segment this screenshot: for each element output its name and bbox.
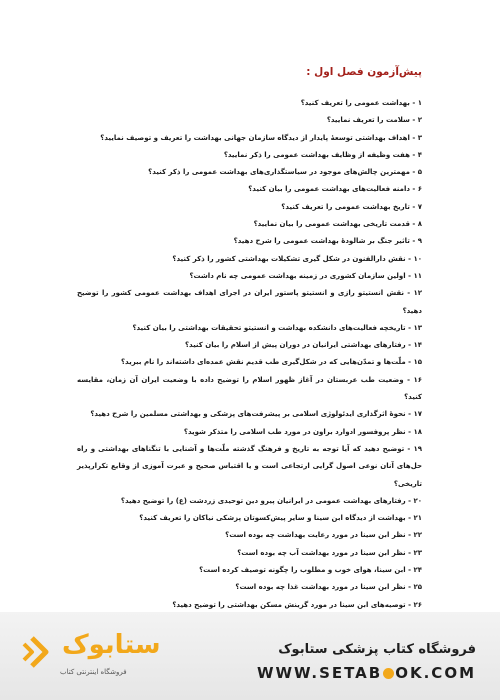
question-item: ۱۳ - تاریخچه فعالیت‌های دانشکده بهداشت و انستیتو تحقیقات بهداشتی را بیان کنید؟: [132, 323, 422, 332]
question-item: ۱۴ - رفتارهای بهداشتی ایرانیان در دوران پیش از اسلام را بیان کنید؟: [184, 341, 422, 350]
logo-tagline: فروشگاه اینترنتی کتاب: [60, 668, 127, 676]
question-item: ۳ - اهداف بهداشتی توسعهٔ پایدار از دیدگاه سازمان جهانی بهداشت را تعریف و توصیف نمایید؟: [100, 133, 422, 142]
question-item: ۹ - تاثیر جنگ بر شالودهٔ بهداشت عمومی را شرح دهید؟: [233, 237, 422, 246]
question-item: ۲ - سلامت را تعریف نمایید؟: [326, 116, 422, 125]
question-item: ۱۰ - نقش دارالفنون در شکل گیری تشکیلات بهداشتی کشور را ذکر کنید؟: [172, 254, 422, 263]
question-item: ۱۸ - نظر پروفسور ادوارد براون در مورد طب اسلامی را متذکر شوید؟: [183, 427, 422, 436]
logo-wordmark: ستابوک: [62, 630, 161, 660]
chapter-pretest-title: پیش‌آزمون فصل اول :: [306, 66, 422, 78]
question-item: ۱۷ - نحوهٔ اثرگذاری ایدئولوژی اسلامی بر پیشرفت‌های پزشکی و بهداشتی مسلمین را شرح دهید؟: [90, 410, 422, 419]
question-item: ۱ - بهداشت عمومی را تعریف کنید؟: [300, 99, 422, 107]
question-item: ۱۱ - اولین سازمان کشوری در زمینه بهداشت عمومی چه نام داشت؟: [189, 271, 422, 280]
question-item: ۲۴ - ابن سینا، هوای خوب و مطلوب را چگونه توصیف کرده است؟: [199, 566, 422, 575]
question-item: ۲۰ - رفتارهای بهداشت عمومی در ایرانیان پیرو دین توحیدی زردشت (ع) را توضیح دهید؟: [120, 496, 422, 505]
question-item: ۶ - دامنه فعالیت‌های بهداشت عمومی را بیان کنید؟: [248, 185, 422, 194]
store-url-part-1: WWW.SETAB: [256, 664, 383, 682]
question-list: [77, 95, 422, 614]
question-item: ۲۵ - نظر ابن سینا در مورد بهداشت غذا چه بوده است؟: [235, 583, 422, 592]
question-item: ۷ - تاریخ بهداشت عمومی را تعریف کنید؟: [281, 202, 422, 211]
question-item: ۴ - هفت وظیفه از وظایف بهداشت عمومی را ذکر نمایید؟: [223, 150, 422, 159]
url-dot-icon: [383, 668, 394, 679]
question-item: ۱۲ - نقش انستیتو رازی و انستیتو پاستور ایران در اجرای اهداف بهداشت عمومی کشور را توضیح دهید؟: [77, 289, 422, 315]
store-name: فروشگاه کتاب پزشکی ستابوک: [278, 642, 476, 657]
question-item: ۲۶ - توصیه‌های ابن سینا در مورد گزینش مسکن بهداشتی را توضیح دهید؟: [172, 600, 422, 609]
question-item: ۱۵ - ملّت‌ها و تمدّن‌هایی که در شکل‌گیری طب قدیم نقش عمده‌ای داشته‌اند را نام ببرید؟: [120, 358, 422, 367]
store-url-part-2: OK.COM: [395, 664, 476, 682]
store-url[interactable]: [257, 664, 476, 682]
question-item: ۲۳ - نظر ابن سینا در مورد بهداشت آب چه بوده است؟: [237, 548, 422, 557]
chevron-logo-icon: [22, 634, 58, 670]
setabook-logo: [22, 630, 162, 690]
question-item: ۸ - قدمت تاریخی بهداشت عمومی را بیان نمایید؟: [253, 220, 422, 229]
question-item: ۲۱ - بهداشت از دیدگاه ابن سینا و سایر پیش‌کسوتان پزشکی نیاکان را تعریف کنید؟: [139, 514, 422, 523]
question-item: ۱۹ - توضیح دهید که آیا توجه به تاریخ و فرهنگ گذشته ملّت‌ها و آشنایی با تنگناهای بهداشتی و راه حل‌های آنان نوعی اصول گرایی ارتجاعی است و یا اقتباس صحیح و عبرت آموزی از وقایع تکرارپذیر تاریخی؟: [77, 444, 422, 488]
question-item: ۵ - مهمترین چالش‌های موجود در سیاستگذاری‌های بهداشت عمومی را ذکر کنید؟: [148, 168, 422, 177]
question-item: ۱۶ - وضعیت طب عربستان در آغاز ظهور اسلام را توضیح داده با وضعیت ایران آن زمان، مقایسه کنید؟: [77, 375, 422, 402]
question-item: ۲۲ - نظر ابن سینا در مورد رعایت بهداشت چه بوده است؟: [225, 531, 422, 540]
